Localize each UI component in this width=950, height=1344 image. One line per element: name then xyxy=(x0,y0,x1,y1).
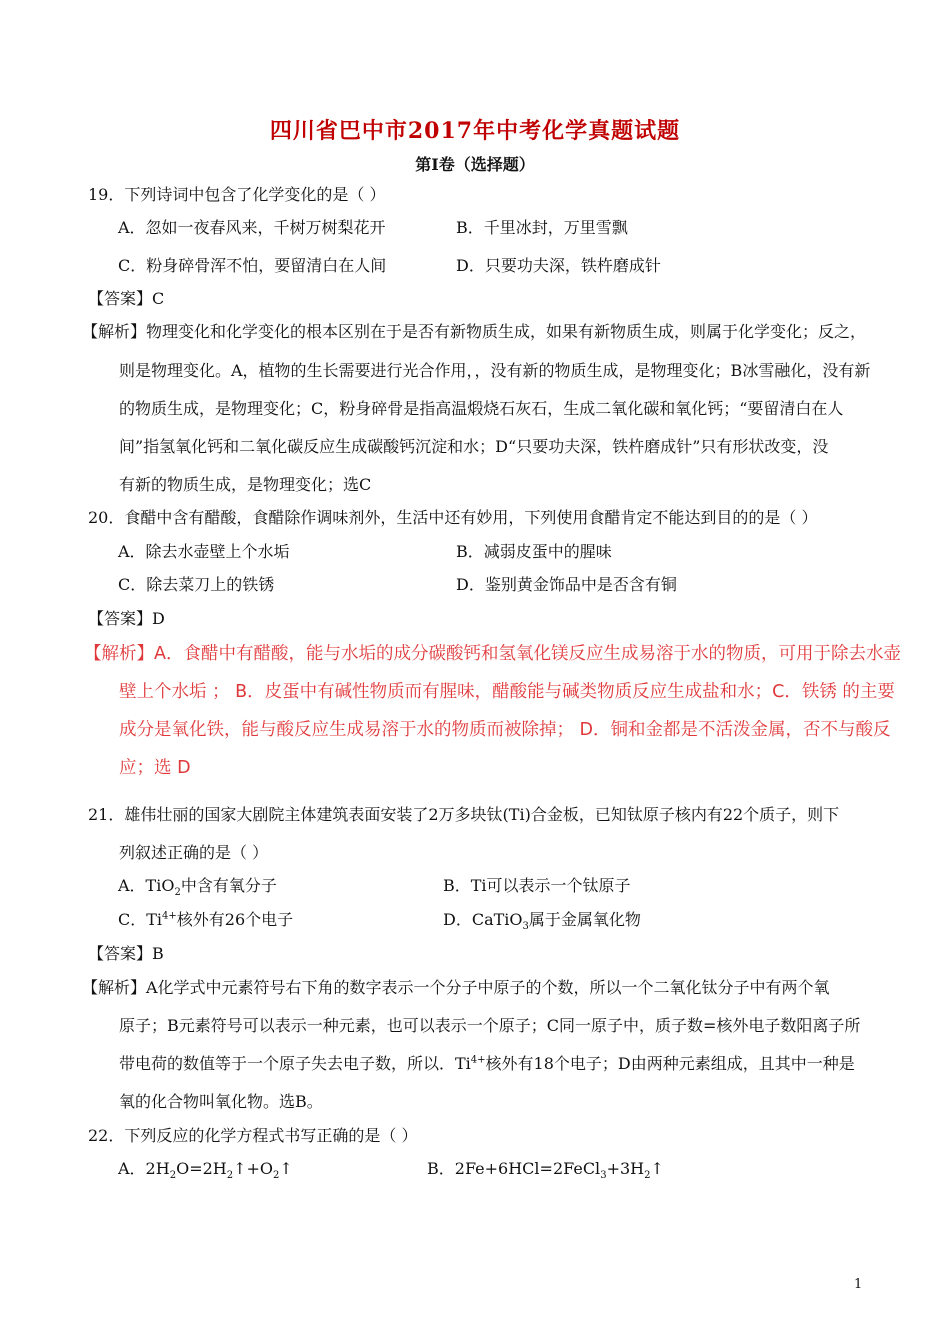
q21-stem: 21．雄伟壮丽的国家大剧院主体建筑表面安装了2万多块钛(Ti)合金板，已知钛原子核内有22个质子，则下 xyxy=(88,805,840,824)
q21-analysis-line: 氧的化合物叫氧化物。选B。 xyxy=(119,1092,323,1111)
q19-analysis-line: 间”指氢氧化钙和二氧化碳反应生成碳酸钙沉淀和水；D“只要功夫深，铁杵磨成针”只有形状改变，没 xyxy=(119,437,829,456)
page-title: 四川省巴中市2017年中考化学真题试题 xyxy=(269,118,681,144)
q21-option-d: D．CaTiO$_3$属于金属氧化物 xyxy=(443,910,641,933)
q20-stem: 20．食醋中含有醋酸，食醋除作调味剂外，生活中还有妙用，下列使用食醋肯定不能达到目的的是（ ） xyxy=(88,508,818,527)
q20-analysis-line: 成分是氧化铁，能与酸反应生成易溶于水的物质而被除掉； D．铜和金都是不活泼金属，否不与酸反 xyxy=(119,720,891,740)
q21-answer: 【答案】B xyxy=(88,944,164,963)
q21-analysis-line: 【解析】A化学式中元素符号右下角的数字表示一个分子中原子的个数，所以一个二氧化钛分子中有两个氧 xyxy=(82,978,830,997)
q20-analysis-line: 【解析】A．食醋中有醋酸，能与水垢的成分碳酸钙和氢氧化镁反应生成易溶于水的物质，可用于除去水壶 xyxy=(84,644,901,664)
q20-answer: 【答案】D xyxy=(88,609,165,628)
page-number: 1 xyxy=(854,1277,863,1292)
q22-option-b: B．$2Fe+6HCl=2FeCl_3+3H_2↑$ xyxy=(427,1159,664,1182)
q19-option-b: B．千里冰封，万里雪飘 xyxy=(456,218,628,237)
q21-analysis-line: 带电荷的数值等于一个原子失去电子数，所以．$Ti^{4+}$核外有18个电子；D由两种元素组成，且其中一种是 xyxy=(119,1054,855,1073)
q20-analysis-line: 壁上个水垢 ； B．皮蛋中有碱性物质而有腥味，醋酸能与碱类物质反应生成盐和水；C．铁锈 的主要 xyxy=(119,682,895,702)
q19-answer: 【答案】C xyxy=(88,289,165,308)
q22-stem: 22．下列反应的化学方程式书写正确的是（ ） xyxy=(88,1126,418,1145)
q19-option-c: C．粉身碎骨浑不怕，要留清白在人间 xyxy=(118,256,387,275)
q19-stem: 19．下列诗词中包含了化学变化的是（ ） xyxy=(88,185,386,204)
q19-analysis-line: 的物质生成，是物理变化；C，粉身碎骨是指高温煅烧石灰石，生成二氧化碳和氧化钙；“要留清白在人 xyxy=(119,399,844,418)
q21-analysis-line: 原子；B元素符号可以表示一种元素，也可以表示一个原子；C同一原子中，质子数=核外电子数阳离子所 xyxy=(119,1016,861,1035)
q20-analysis-line: 应；选 D xyxy=(119,758,191,778)
section-subtitle: 第Ⅰ卷（选择题） xyxy=(415,155,535,174)
q20-option-b: B．减弱皮蛋中的腥味 xyxy=(456,542,612,561)
q21-option-c: C．$Ti^{4+}$核外有26个电子 xyxy=(118,910,294,929)
q20-option-a: A．除去水壶壁上个水垢 xyxy=(118,542,290,561)
q19-analysis-line: 有新的物质生成，是物理变化；选C xyxy=(119,475,372,494)
q21-option-a: A．TiO$_2$中含有氧分子 xyxy=(118,876,277,899)
q21-option-b: B．Ti可以表示一个钛原子 xyxy=(443,876,631,895)
q19-analysis-line: 则是物理变化。A，植物的生长需要进行光合作用，，没有新的物质生成，是物理变化；B冰雪融化，没有新 xyxy=(119,361,871,380)
q19-analysis-line: 【解析】物理变化和化学变化的根本区别在于是否有新物质生成，如果有新物质生成，则属于化学变化；反之， xyxy=(82,322,867,341)
q20-option-d: D．鉴别黄金饰品中是否含有铜 xyxy=(456,575,677,594)
q19-option-a: A．忽如一夜春风来，千树万树梨花开 xyxy=(118,218,386,237)
q20-option-c: C．除去菜刀上的铁锈 xyxy=(118,575,275,594)
q21-stem-cont: 列叙述正确的是（ ） xyxy=(119,843,269,862)
q22-option-a: A．$2H_2O=2H_2↑+O_2↑$ xyxy=(118,1159,293,1182)
q19-option-d: D．只要功夫深，铁杵磨成针 xyxy=(456,256,661,275)
